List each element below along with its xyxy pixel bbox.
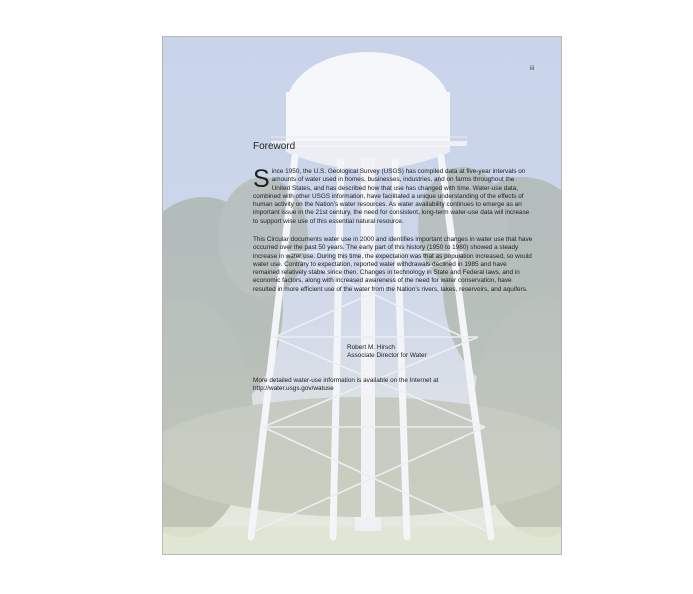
paragraph-intro — [253, 165, 533, 226]
page-number: iii — [530, 66, 534, 72]
paragraph-circular: This Circular documents water use in 2000 and identifies important changes in water use that have occurred over the past 50 years. The early part of this history (1950 to 1980) showed a steady increase in water use. During this time, the expectation was that as population increased, so would water use. Contrary to expectation, reported water withdrawals declined in 1985 and have remained relatively stable since then. Changes in technology in State and Federal laws, and in economic factors, along with increased awareness of the need for water conservation, have resulted in more efficient use of the water from the Nation’s rivers, lakes, reservoirs, and aquifers. — [253, 236, 533, 293]
more-info-text: More detailed water-use information is available on the Internet at — [253, 377, 439, 384]
signature-name: Robert M. Hirsch — [347, 344, 395, 351]
signature-title: Associate Director for Water — [347, 352, 427, 360]
document-page — [162, 36, 562, 555]
page-title: Foreword — [253, 141, 296, 152]
signature-block — [347, 344, 427, 361]
more-info-note — [253, 377, 533, 394]
paragraph-intro-text: ince 1950, the U.S. Geological Survey (USGS) has compiled data at five-year intervals on amounts of water used in homes, businesses, industries, and on farms throughout the United States, and has described how that use has changed with time. Water-use data, combined with other USGS information, have facilitated a unique understanding of the effects of human activity on the Nation’s water resources. As water availability continues to emerge as an important issue in the 21st century, the need for consistent, long-term water-use data will increase to support wise use of this essential natural resource. — [253, 168, 530, 225]
drop-cap: S — [253, 165, 270, 193]
water-tower-background-image — [163, 37, 562, 555]
water-use-url-link[interactable]: http://water.usgs.gov/watuse — [253, 385, 334, 393]
